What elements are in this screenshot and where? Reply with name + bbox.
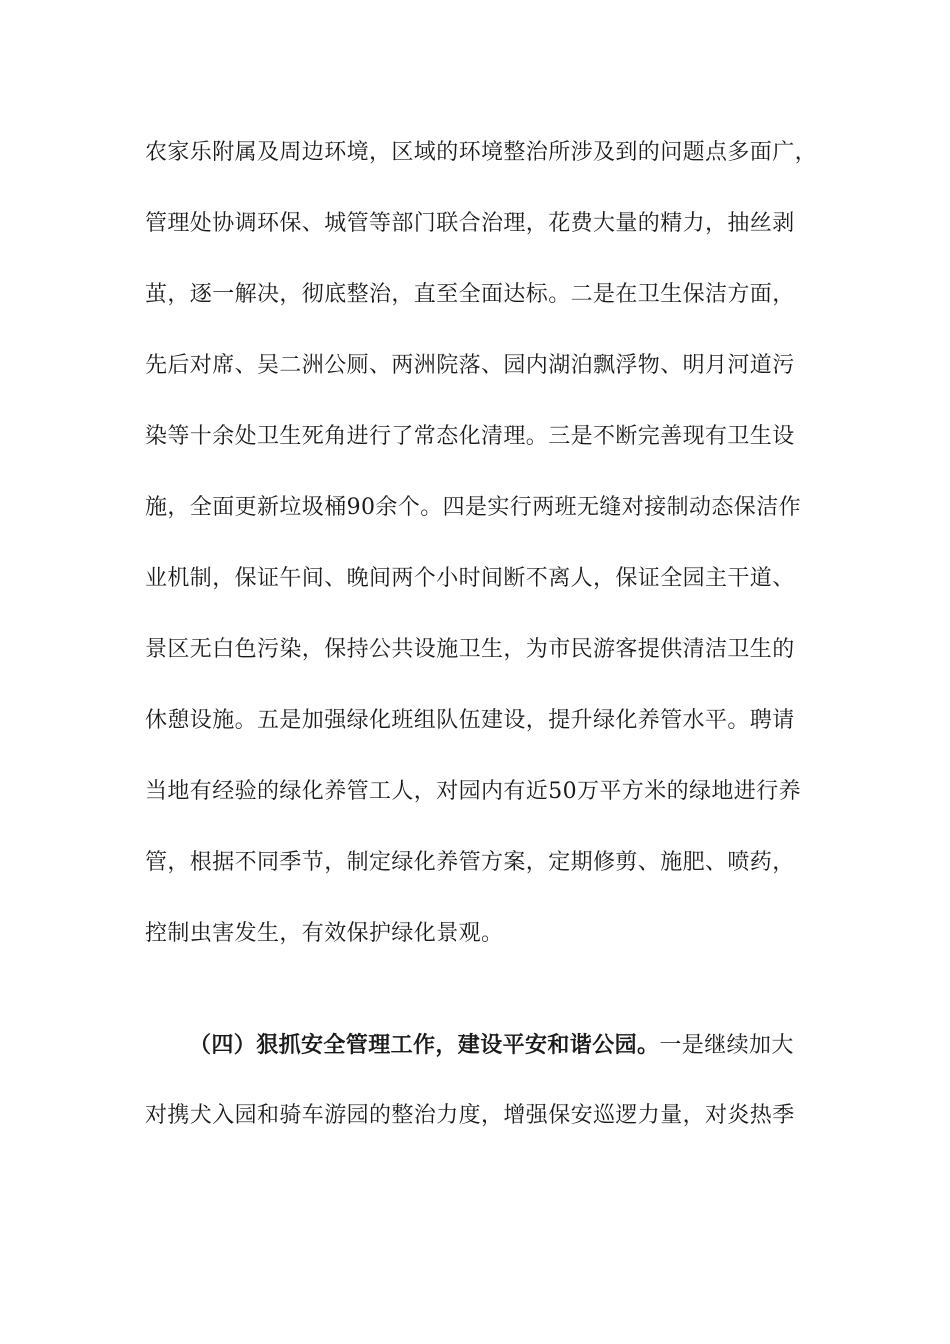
paragraph-line: 管理处协调环保、城管等部门联合治理，花费大量的精力，抽丝剥 bbox=[145, 211, 795, 236]
paragraph-line: 施，全面更新垃圾桶90余个。四是实行两班无缝对接制动态保洁作 bbox=[145, 495, 801, 520]
section-heading-line bbox=[189, 1030, 809, 1061]
section-heading-continuation: 一是继续加大 bbox=[659, 1033, 794, 1058]
paragraph-line: 控制虫害发生，有效保护绿化景观。 bbox=[145, 921, 504, 946]
paragraph-line: 休憩设施。五是加强绿化班组队伍建设，提升绿化养管水平。聘请 bbox=[145, 708, 795, 733]
section-heading: （四）狠抓安全管理工作，建设平安和谐公园。 bbox=[189, 1032, 660, 1058]
paragraph-line: 业机制，保证午间、晚间两个小时间断不离人，保证全园主干道、 bbox=[145, 566, 795, 591]
paragraph-line: 先后对席、吴二洲公厕、两洲院落、园内湖泊飘浮物、明月河道污 bbox=[145, 353, 795, 378]
paragraph-line: 管，根据不同季节，制定绿化养管方案，定期修剪、施肥、喷药， bbox=[145, 850, 795, 875]
paragraph-line: 对携犬入园和骑车游园的整治力度，增强保安巡逻力量，对炎热季 bbox=[145, 1103, 795, 1128]
paragraph-line: 农家乐附属及周边环境，区域的环境整治所涉及到的问题点多面广， bbox=[145, 140, 818, 165]
paragraph-line: 景区无白色污染，保持公共设施卫生，为市民游客提供清洁卫生的 bbox=[145, 637, 795, 662]
paragraph-line: 当地有经验的绿化养管工人，对园内有近50万平方米的绿地进行养 bbox=[145, 779, 801, 804]
paragraph-line: 茧，逐一解决，彻底整治，直至全面达标。二是在卫生保洁方面， bbox=[145, 282, 795, 307]
paragraph-line: 染等十余处卫生死角进行了常态化清理。三是不断完善现有卫生设 bbox=[145, 424, 795, 449]
